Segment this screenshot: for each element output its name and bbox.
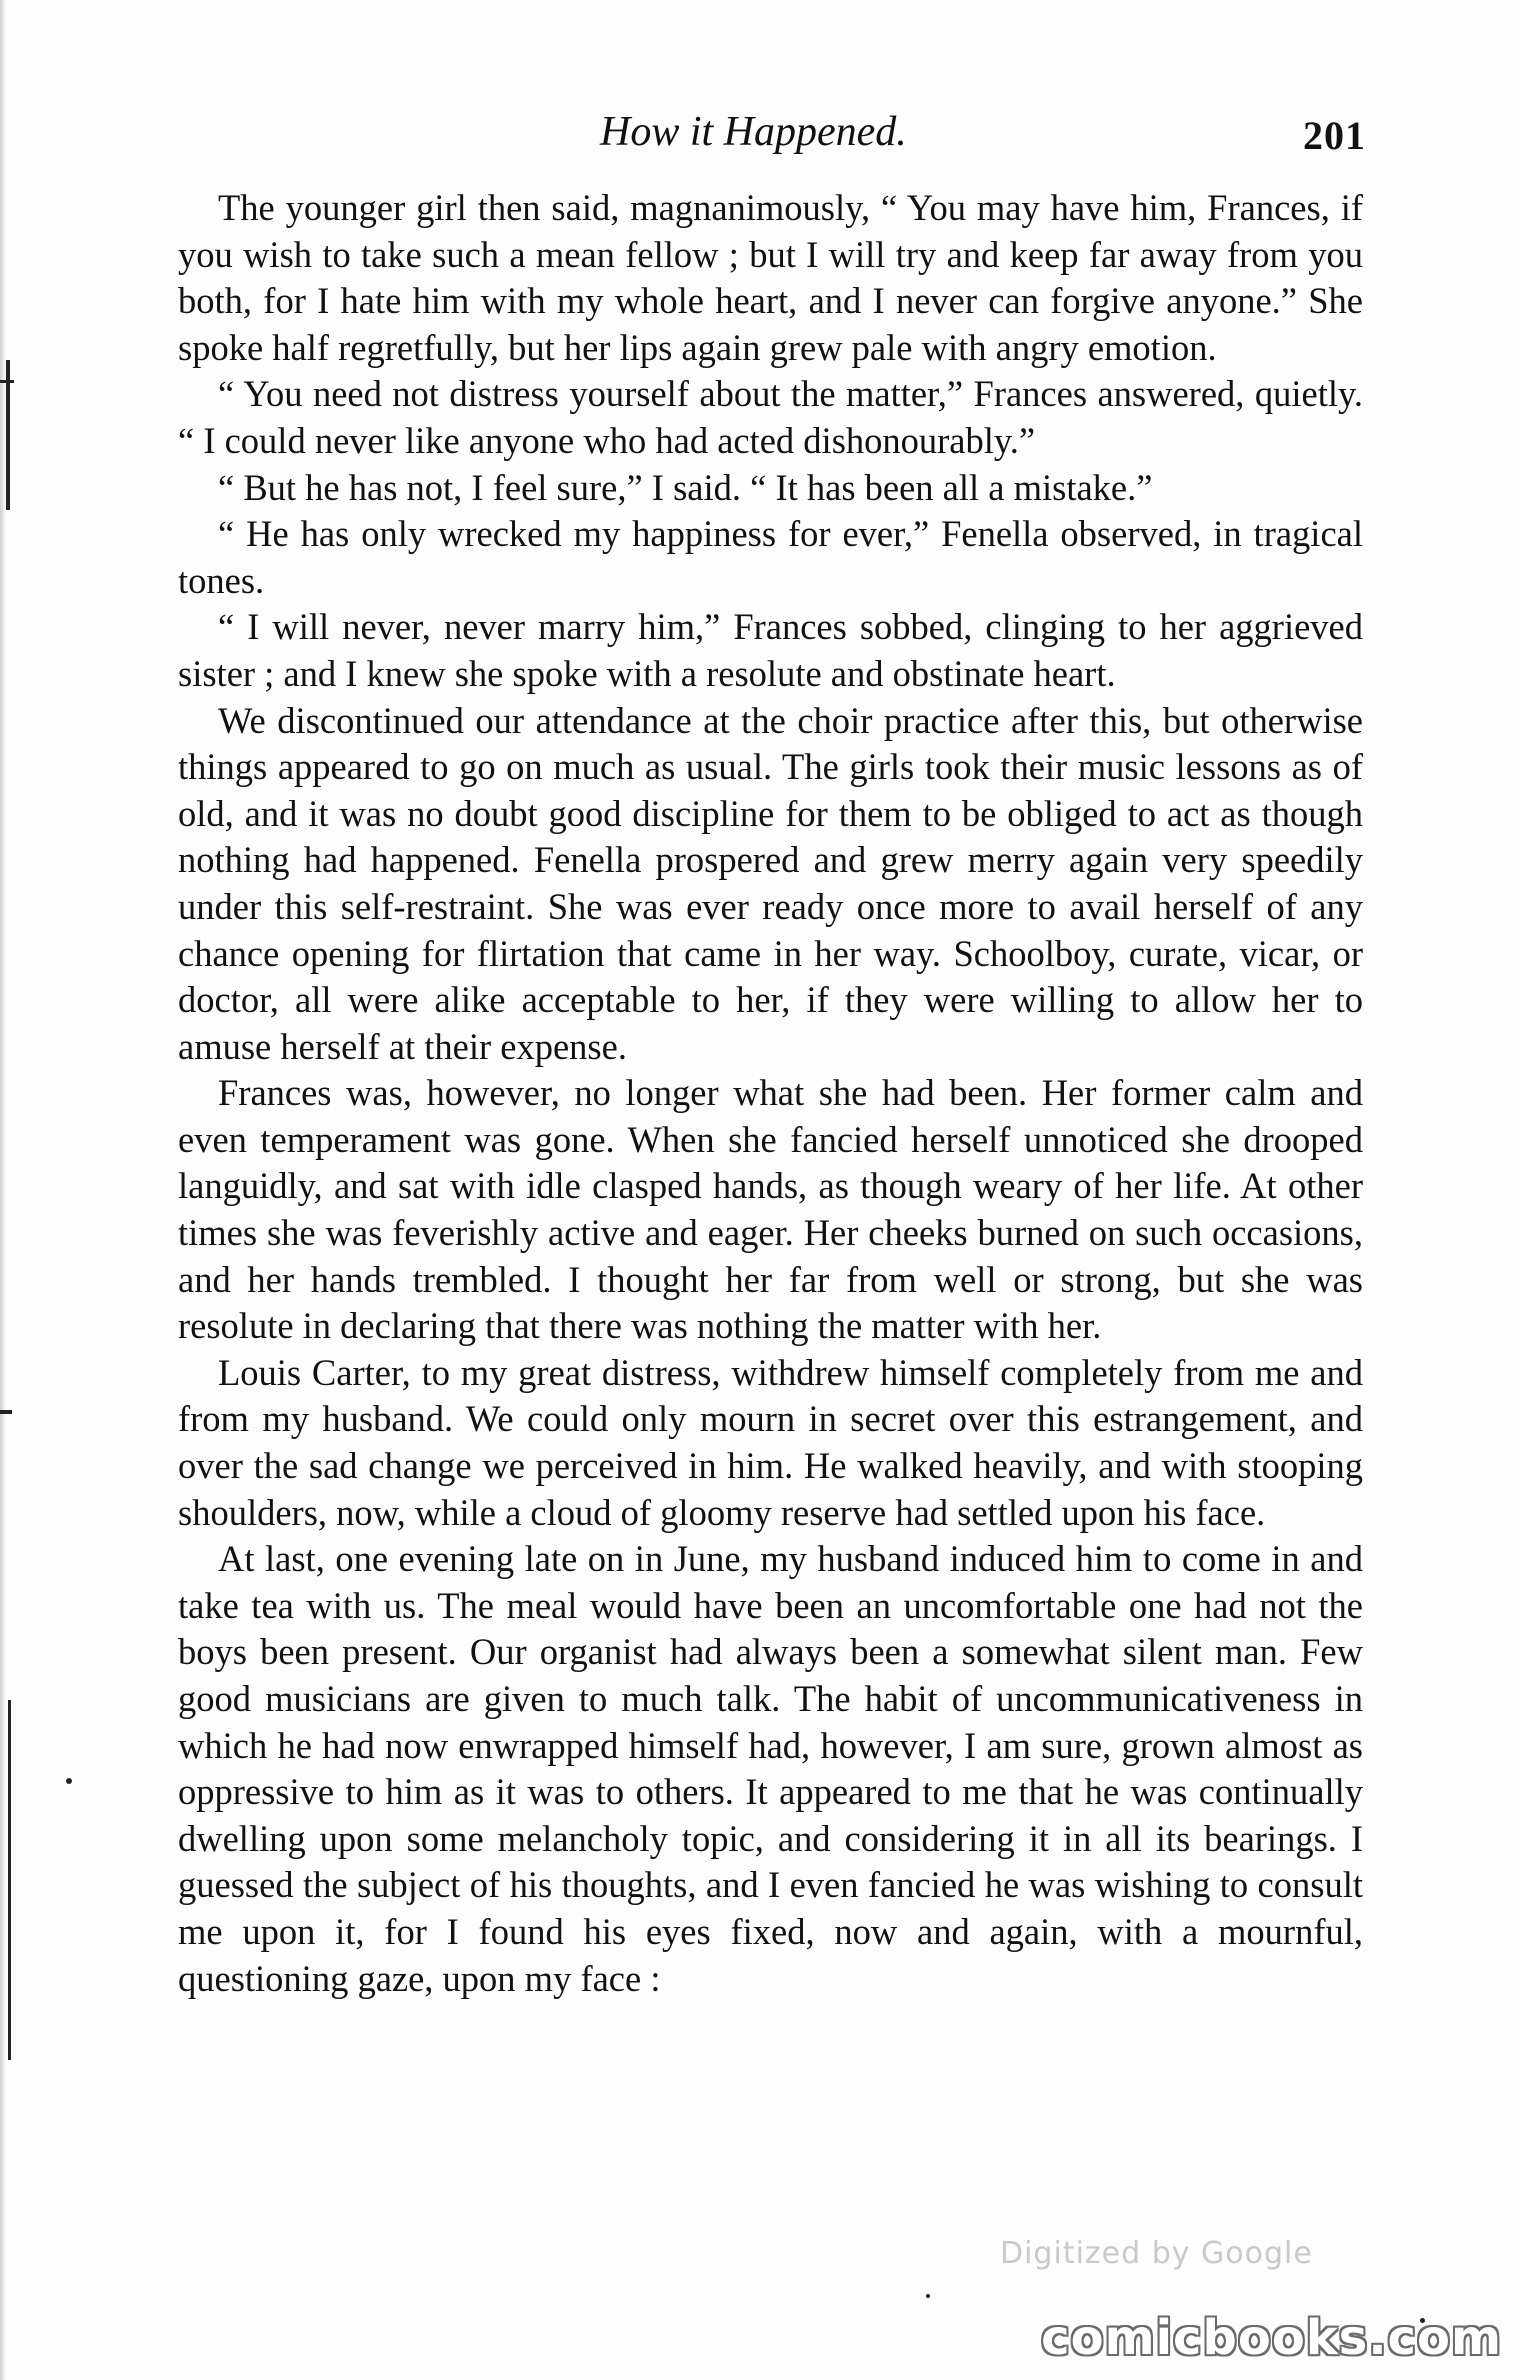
page-number: 201 [1303, 113, 1366, 158]
paragraph: “ I will never, never marry him,” Frances sobbed, clinging to her aggrieved sister ; and I knew she spoke with a resolute and obstinate heart. [178, 606, 1363, 694]
paragraph: Frances was, however, no longer what she had been. Her former calm and even temperament was gone. When she fancied herself unnoticed she drooped languidly, and sat with idle clasped hands, as though weary of her life. At other times she was feverishly active and eager. Her cheeks burned on such occasions, and her hands trembled. I thought her far from well or strong, but she was resolute in declaring that there was nothing the matter with her. [178, 1072, 1363, 1347]
digitizer-watermark: Digitized by Google [1000, 2236, 1313, 2271]
paragraph: “ You need not distress yourself about the matter,” Frances answered, quietly. “ I could never like anyone who had acted dishonourably.” [178, 373, 1363, 461]
paragraph: Louis Carter, to my great distress, withdrew himself completely from me and from my husband. We could only mourn in secret over this estrangement, and over the sad change we perceived in him. He walked heavily, and with stooping shoulders, now, while a cloud of gloomy reserve had settled upon his face. [178, 1351, 1363, 1533]
body-text [178, 185, 1363, 2002]
site-watermark-stamp: comicbooks.com [1041, 2310, 1502, 2366]
paragraph: “ He has only wrecked my happiness for ever,” Fenella observed, in tragical tones. [178, 513, 1363, 601]
margin-arrow-mark [0, 1410, 12, 1414]
running-title: How it Happened. [600, 109, 907, 155]
margin-dot-mark [926, 2294, 930, 2298]
running-head [180, 108, 1370, 168]
paragraph: “ But he has not, I feel sure,” I said. “ It has been all a mistake.” [218, 466, 1153, 508]
paragraph: We discontinued our attendance at the choir practice after this, but otherwise things appeared to go on much as usual. The girls took their music lessons as of old, and it was no doubt good discipline for them to be obliged to act as though nothing had happened. Fenella prospered and grew merry again very speedily under this self-restraint. She was ever ready once more to avail herself of any chance opening for flirtation that came in her way. Schoolboy, curate, vicar, or doctor, all were alike acceptable to her, if they were willing to allow her to amuse herself at their expense. [178, 699, 1363, 1067]
paragraph: At last, one evening late on in June, my husband induced him to come in and take tea with us. The meal would have been an uncomfortable one had not the boys been present. Our organist had always been a somewhat silent man. Few good musicians are given to much talk. The habit of uncommunicativeness in which he had now enwrapped himself had, however, I am sure, grown almost as oppressive to him as it was to others. It appeared to me that he was continually dwelling upon some melancholy topic, and considering it in all its bearings. I guessed the subject of his thoughts, and I even fancied he was wishing to consult me upon it, for I found his eyes fixed, now and again, with a mournful, questioning gaze, upon my face : [178, 1538, 1363, 1999]
paragraph: The younger girl then said, magnanimously, “ You may have him, Frances, if you wish to take such a mean fellow ; but I will try and keep far away from you both, for I hate him with my whole heart, and I never can forgive anyone.” She spoke half regretfully, but her lips again grew pale with angry emotion. [178, 187, 1363, 368]
page-edge-shadow [0, 0, 6, 2380]
margin-line-mark [8, 1700, 11, 2060]
margin-tick-mark [0, 380, 14, 383]
margin-dot-mark [66, 1778, 72, 1784]
